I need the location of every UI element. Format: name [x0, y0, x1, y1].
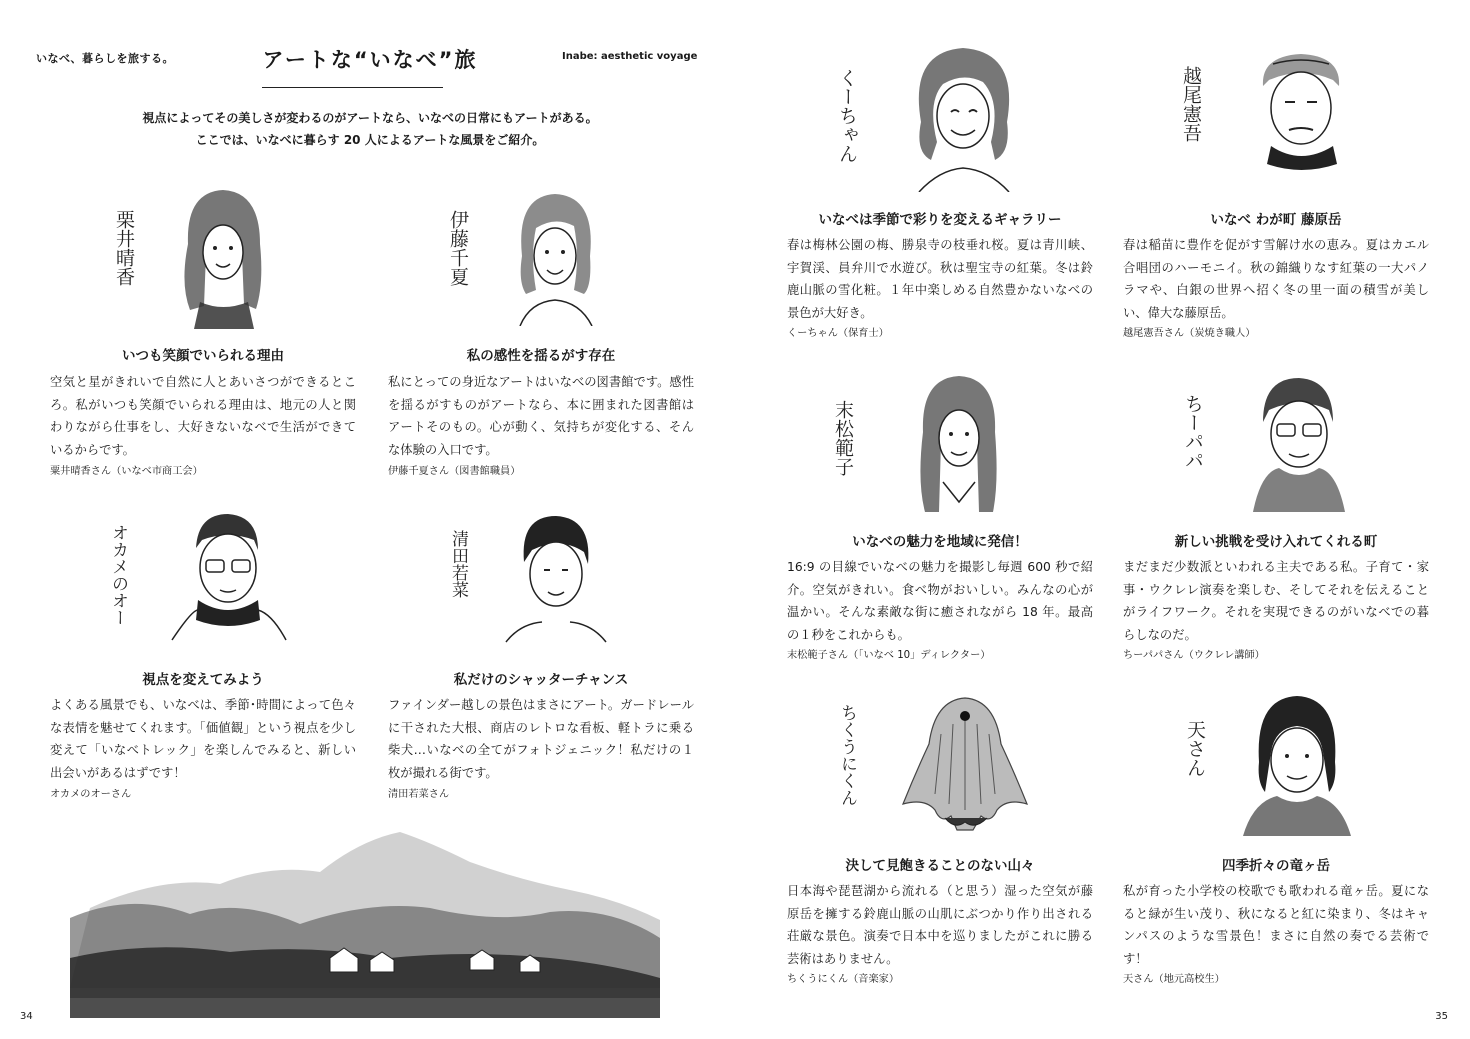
intro-text [60, 107, 680, 151]
entry-body: 16:9 の目線でいなべの魅力を撮影し毎週 600 秒で紹介。空気がきれい。食べ物がおいしい。みんなの心が温かい。そんな素敵な街に癒されながら 18 年。最高の１秒をこれからも。 [787, 560, 1093, 642]
signature: 清田若菜 [448, 530, 468, 598]
signature: 天さん [1184, 720, 1206, 777]
entry-credit: 天さん（地元高校生） [1123, 974, 1225, 985]
entry-credit: 伊藤千夏さん（図書館職員） [388, 466, 521, 477]
entry-heading: いなべの魅力を地域に発信！ [852, 534, 1028, 550]
entry-credit: 清田若菜さん [388, 789, 450, 800]
entry-body: 私が育った小学校の校歌でも歌われる竜ヶ岳。夏になると緑が生い茂り、秋になると紅に染まり、冬はキャンパスのような雪景色！まさに自然の奏でる芸術です！ [1123, 884, 1429, 966]
entry-credit: ちーパパさん（ウクレレ講師） [1123, 650, 1265, 661]
intro-line-1: 視点によってその美しさが変わるのがアートなら、いなべの日常にもアートがある。 [142, 111, 598, 125]
entry-credit: オカメのオーさん [50, 789, 132, 800]
entry-heading: 私だけのシャッターチャンス [453, 672, 629, 688]
profile-entry [388, 180, 694, 480]
signature: ちくうにくん [837, 704, 857, 806]
entry-credit: 粟井晴香さん（いなべ市商工会） [50, 466, 203, 477]
entry-heading: 決して見飽きることのない山々 [845, 858, 1035, 874]
title-underline [262, 87, 443, 88]
mountain-landscape-icon [70, 828, 662, 1018]
woman-long-straight-hair-icon [899, 372, 1019, 517]
entry-credit: 末松範子さん（「いなべ 10」ディレクター） [787, 650, 991, 661]
entry-heading: 新しい挑戦を受け入れてくれる町 [1174, 534, 1378, 550]
right-page [735, 0, 1470, 1039]
profile-entry [1123, 40, 1429, 340]
entry-credit: 越尾憲吾さん（炭焼き職人） [1123, 328, 1256, 339]
profile-entry [787, 40, 1093, 340]
entry-body: 空気と星がきれいで自然に人とあいさつができるところ。私がいつも笑顔でいられる理由は、地元の人と関わりながら仕事をし、大好きないなべで生活ができているからです。 [50, 375, 356, 457]
signature: 伊藤千夏 [447, 210, 469, 286]
woman-bob-hair-icon [500, 186, 610, 326]
entry-heading: 視点を変えてみよう [142, 672, 264, 688]
page-number-right: 35 [1435, 1011, 1448, 1022]
entry-body: まだまだ少数派といわれる主夫である私。子育て・家事・ウクレレ演奏を楽しむ、そしてそれを伝えることがライフワーク。それを実現できるのがいなべでの暮らしなのだ。 [1123, 560, 1429, 642]
profile-entry [787, 690, 1093, 990]
man-glasses-icon [162, 510, 292, 645]
entry-heading: いなべは季節で彩りを変えるギャラリー [818, 212, 1062, 228]
signature: 栗井晴香 [113, 210, 135, 286]
entry-heading: いつも笑顔でいられる理由 [122, 348, 284, 364]
english-subtitle: Inabe: aesthetic voyage [562, 51, 698, 62]
entry-body: 春は梅林公園の梅、勝泉寺の枝垂れ桜。夏は青川峡、宇賀渓、員弁川で水遊び。秋は聖宝寺の紅葉。冬は鈴鹿山脈の雪化粧。１年中楽しめる自然豊かないなべの景色が大好き。 [787, 238, 1093, 320]
entry-heading: いなべ わが町 藤原岳 [1210, 212, 1342, 228]
profile-entry [388, 510, 694, 805]
entry-body: よくある風景でも、いなべは、季節･時間によって色々な表情を魅せてくれます。「価値観」という視点を少し変えて「いなべトレック」を楽しんでみると、新しい出会いがあるはずです！ [50, 698, 356, 780]
shaggy-creature-icon [895, 694, 1035, 834]
student-bob-hair-icon [1233, 692, 1363, 837]
entry-body: ファインダー越しの景色はまさにアート。ガードレールに干された大根、商店のレトロな看板、軽トラに乗る柴犬…いなべの全てがフォトジェニック！私だけの１枚が撮れる街です。 [388, 698, 694, 780]
woman-short-hair-icon [500, 512, 610, 647]
elderly-man-icon [1241, 46, 1361, 186]
profile-entry [50, 180, 356, 480]
man-glasses-hoodie-icon [1233, 372, 1363, 517]
entry-body: 私にとっての身近なアートはいなべの図書館です。感性を揺るがすものがアートなら、本に囲まれた図書館はアートそのもの。心が動く、気持ちが変化する、そんな体験の入口です。 [388, 375, 694, 457]
page-number-left: 34 [20, 1011, 33, 1022]
signature: オカメのオー [108, 524, 128, 626]
entry-body: 春は稲苗に豊作を促がす雪解け水の恵み。夏はカエル合唱団のハーモニイ。秋の錦織りなす紅葉の一大パノラマや、白銀の世界へ招く冬の里一面の積雪が美しい、偉大な藤原岳。 [1123, 238, 1429, 320]
signature: 末松範子 [832, 400, 854, 476]
series-label: いなべ、暮らしを旅する。 [36, 52, 174, 65]
entry-credit: ちくうにくん（音楽家） [787, 974, 900, 985]
signature: 越尾憲吾 [1180, 66, 1202, 142]
entry-heading: 四季折々の竜ヶ岳 [1222, 858, 1330, 874]
intro-line-2: ここでは、いなべに暮らす 20 人によるアートな風景をご紹介。 [195, 133, 545, 147]
woman-curly-hair-icon [899, 42, 1029, 192]
signature: くーちゃん [836, 68, 858, 163]
entry-credit: くーちゃん（保育士） [787, 328, 889, 339]
woman-long-hair-icon [168, 184, 278, 329]
profile-entry [50, 510, 356, 805]
signature: ちーパパ [1182, 394, 1204, 470]
profile-entry [1123, 690, 1429, 990]
entry-body: 日本海や琵琶湖から流れる（と思う）湿った空気が藤原岳を擁する鈴鹿山脈の山肌にぶつかり作り出される荘厳な景色。演奏で日本中を巡りましたがこれに勝る芸術はありません。 [787, 884, 1093, 966]
profile-entry [1123, 370, 1429, 670]
profile-entry [787, 370, 1093, 670]
entry-heading: 私の感性を揺るがす存在 [466, 348, 616, 364]
page-title: アートな“いなべ”旅 [262, 48, 478, 72]
